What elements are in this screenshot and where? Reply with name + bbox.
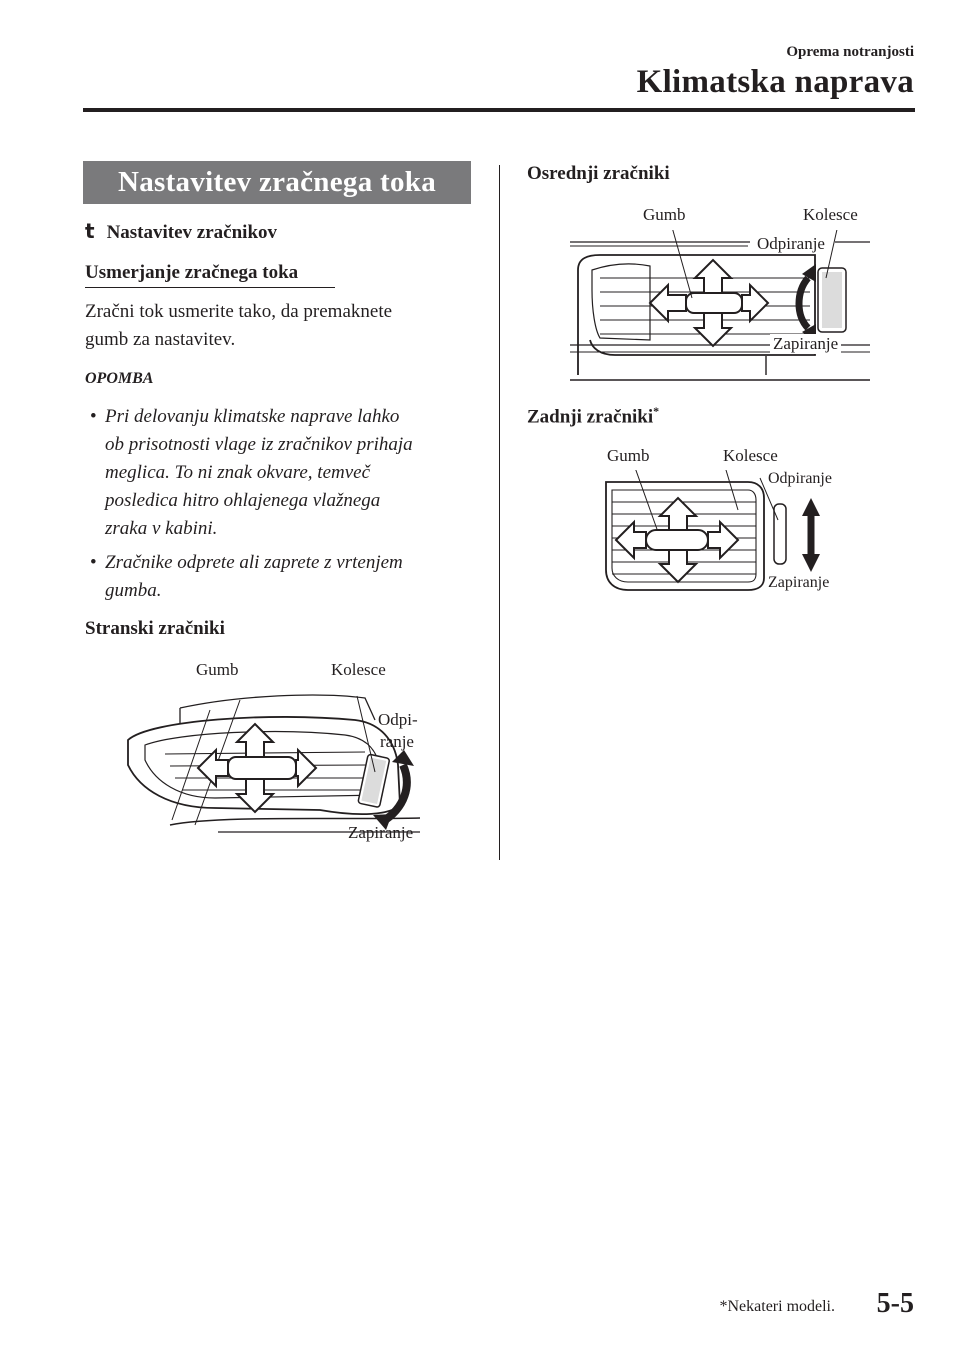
label-knob: Gumb: [643, 205, 686, 224]
label-knob: Gumb: [607, 446, 650, 465]
rear-vents-title: Zadnji zračniki: [527, 406, 654, 428]
center-vents-heading: Osrednji zračniki: [527, 163, 670, 184]
intro-line: gumb za nastavitev.: [85, 329, 236, 350]
header-rule: [83, 108, 915, 112]
subheading-text: Nastavitev zračnikov: [106, 222, 278, 243]
note-bullet: •: [90, 552, 97, 573]
note-line: posledica hitro ohlajenega vlažnega: [105, 490, 381, 511]
side-vents-heading: Stranski zračniki: [85, 618, 225, 639]
section-banner: Nastavitev zračnega toka: [83, 161, 471, 204]
intro-line: Zračni tok usmerite tako, da premaknete: [85, 301, 393, 322]
footnote: *Nekateri modeli.: [719, 1298, 835, 1315]
intro-paragraph: [85, 298, 475, 354]
column-divider: [499, 165, 500, 860]
subheading: [85, 219, 277, 244]
note-bullet: •: [90, 406, 97, 427]
label-knob: Gumb: [196, 660, 239, 679]
label-open: Odpi-: [378, 710, 418, 729]
note-line: Zračnike odprete ali zaprete z vrtenjem: [105, 552, 403, 573]
note-line: zraka v kabini.: [105, 518, 218, 539]
note-line: gumba.: [105, 580, 162, 601]
note-line: Pri delovanju klimatske naprave lahko: [105, 406, 400, 427]
note-line: ob prisotnosti vlage iz zračnikov prihaja: [105, 434, 413, 455]
label-open: Odpiranje: [754, 234, 828, 254]
label-wheel: Kolesce: [803, 205, 858, 224]
label-close: Zapiranje: [770, 334, 841, 354]
label-open: ranje: [380, 732, 414, 751]
label-wheel: Kolesce: [723, 446, 778, 465]
running-header-chapter: Klimatska naprava: [636, 64, 914, 100]
note-item: [85, 549, 485, 605]
subheading-mark: t: [85, 219, 95, 243]
rear-vents-heading: [527, 404, 659, 428]
topic-underline: [85, 287, 335, 288]
note-item: [85, 403, 485, 543]
label-close: Zapiranje: [348, 823, 414, 842]
label-close: Zapiranje: [768, 574, 830, 591]
footnote-mark: *: [653, 404, 660, 418]
label-wheel: Kolesce: [331, 660, 386, 679]
note-line: meglica. To ni znak okvare, temveč: [105, 462, 371, 483]
note-title: OPOMBA: [85, 370, 154, 387]
running-header-section: Oprema notranjosti: [786, 44, 914, 60]
page-number: 5-5: [876, 1288, 914, 1319]
topic-heading: Usmerjanje zračnega toka: [85, 262, 299, 283]
label-open: Odpiranje: [768, 470, 832, 487]
